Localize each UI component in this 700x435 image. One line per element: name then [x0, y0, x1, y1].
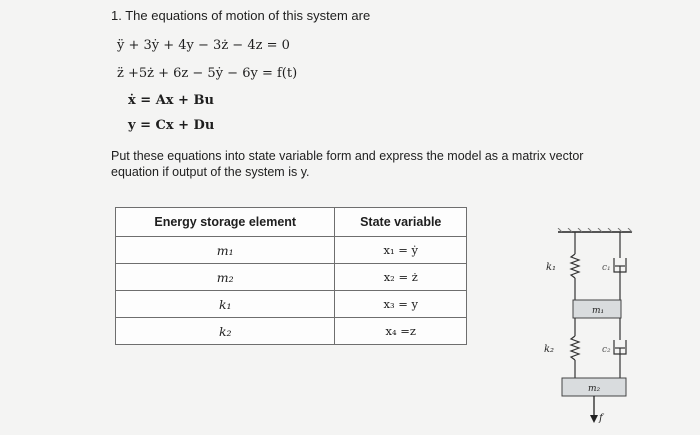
spring-k1 [571, 232, 579, 300]
question-title: 1. The equations of motion of this system are [111, 8, 371, 23]
label-m1: m₁ [592, 306, 605, 316]
damper-c2 [614, 318, 626, 378]
spring-k2 [571, 318, 579, 378]
equation-2: z̈ +5ż + 6z − 5ẏ − 6y = f(t) [117, 66, 298, 81]
table-row [116, 318, 467, 345]
state-cell: x₂ = ż [335, 264, 467, 291]
label-c1: c₁ [602, 263, 611, 273]
element-cell: m₂ [116, 264, 335, 291]
output-equation: y = Cx + Du [128, 118, 215, 133]
equation-1: ÿ + 3ẏ + 4y − 3ż − 4z = 0 [117, 38, 290, 53]
state-cell: x₁ = ẏ [335, 237, 467, 264]
table-row [116, 237, 467, 264]
state-cell: x₄ =z [335, 318, 467, 345]
element-cell: m₁ [116, 237, 335, 264]
label-c2: c₂ [602, 345, 611, 355]
mass-spring-damper-diagram [540, 228, 650, 433]
header-energy-element: Energy storage element [116, 208, 335, 237]
label-force: f [599, 413, 603, 424]
label-k1: k₁ [546, 262, 557, 273]
prompt-line-2: equation if output of the system is y. [111, 165, 310, 179]
state-variable-table [115, 207, 467, 345]
state-cell: x₃ = y [335, 291, 467, 318]
force-arrow-icon [590, 396, 598, 423]
header-state-variable: State variable [335, 208, 467, 237]
damper-c1 [614, 232, 626, 300]
state-equation: ẋ = Ax + Bu [128, 93, 214, 108]
label-k2: k₂ [544, 344, 555, 355]
label-m2: m₂ [588, 384, 601, 394]
prompt-line-1: Put these equations into state variable form and express the model as a matrix vector [111, 149, 584, 163]
table-row [116, 264, 467, 291]
table-header-row [116, 208, 467, 237]
element-cell: k₂ [116, 318, 335, 345]
question-prompt [111, 148, 611, 180]
table-row [116, 291, 467, 318]
element-cell: k₁ [116, 291, 335, 318]
